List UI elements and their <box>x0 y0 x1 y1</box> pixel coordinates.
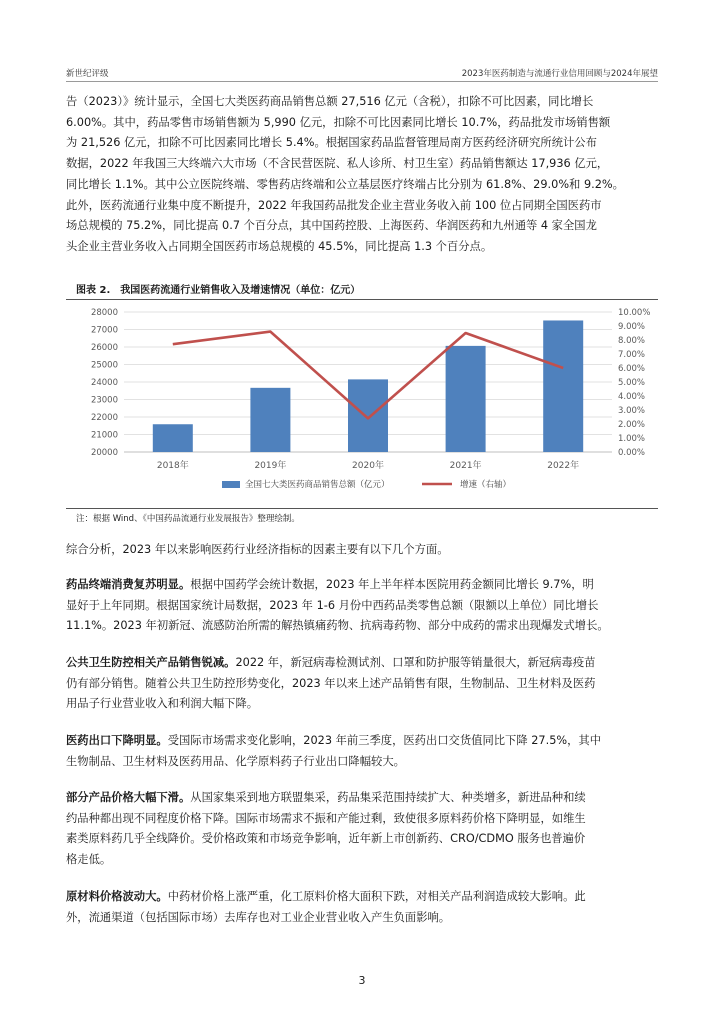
summary-paragraph <box>66 540 658 561</box>
intro-line: 为 21,526 亿元，扣除不可比因素同比增长 5.4%。根据国家药品监督管理局南方医药经济研究所统计公布 <box>66 136 597 150</box>
section-line: 从国家集采到地方联盟集采，药品集采范围持续扩大、种类增多，新进品种和续 <box>190 791 586 804</box>
x-tick-label: 2022年 <box>547 461 580 471</box>
section-line: 中药材价格上涨严重，化工原料价格大面积下跌，对相关产品利润造成较大影响。此 <box>167 890 586 903</box>
intro-line: 6.00%。其中，药品零售市场销售额为 5,990 亿元，扣除不可比因素同比增长 10.7%，药品批发市场销售额 <box>66 115 611 129</box>
y-right-tick-label: 6.00% <box>618 364 646 374</box>
section-line: 生物制品、卫生材料及医药用品、化学原料药子行业出口降幅较大。 <box>66 754 405 768</box>
y-right-tick-label: 7.00% <box>618 350 646 360</box>
y-left-tick-label: 26000 <box>90 343 118 353</box>
section-terminal-consumption <box>66 575 658 637</box>
header-report-title: 2023年医药制造与流通行业信用回顾与2024年展望 <box>461 69 658 79</box>
y-right-tick-label: 4.00% <box>618 392 646 402</box>
x-tick-label: 2018年 <box>156 461 189 471</box>
legend-bar-label: 全国七大类医药商品销售总额（亿元） <box>245 480 390 490</box>
bar <box>153 424 193 452</box>
intro-line: 告（2023）》统计显示，全国七大类医药商品销售总额 27,516 亿元（含税），扣除不可比因素，同比增长 <box>66 95 594 108</box>
summary-line: 综合分析，2023 年以来影响医药行业经济指标的因素主要有以下几个方面。 <box>66 543 449 556</box>
y-left-tick-label: 28000 <box>90 308 118 318</box>
intro-paragraph <box>66 92 658 258</box>
y-left-tick-label: 23000 <box>90 395 118 406</box>
y-left-tick-label: 25000 <box>90 360 118 371</box>
figure-title: 我国医药流通行业销售收入及增速情况（单位：亿元） <box>120 285 361 296</box>
section-line: 2022 年，新冠病毒检测试剂、口罩和防护服等销量很大，新冠病毒疫苗 <box>235 656 596 669</box>
y-left-tick-label: 22000 <box>90 413 118 423</box>
bar <box>446 346 486 452</box>
figure-number: 图表 2. <box>76 285 111 296</box>
header-rule <box>66 81 658 82</box>
section-title: 原材料价格波动大。 <box>66 890 168 903</box>
y-right-tick-label: 10.00% <box>618 308 651 318</box>
section-line: 外，流通渠道（包括国际市场）去库存也对工业企业营业收入产生负面影响。 <box>66 910 451 924</box>
section-line: 格走低。 <box>66 853 112 867</box>
section-line: 显好于上年同期。根据国家统计局数据，2023 年 1-6 月份中西药品类零售总额（限额以上单位）同比增长 <box>66 598 599 612</box>
section-line: 仍有部分销售。随着公共卫生防控形势变化，2023 年以来上述产品销售有限，生物制品、卫生材料及医药 <box>66 676 596 690</box>
y-right-tick-label: 9.00% <box>618 322 646 332</box>
chart-svg <box>66 300 658 508</box>
header-org-name: 新世纪评级 <box>66 69 109 79</box>
section-title: 药品终端消费复苏明显。 <box>66 578 191 591</box>
x-tick-label: 2019年 <box>254 461 287 471</box>
x-tick-label: 2021年 <box>449 461 482 471</box>
y-right-tick-label: 1.00% <box>618 434 646 444</box>
figure-note: 注：根据 Wind、《中国药品流通行业发展报告》整理绘制。 <box>76 514 300 524</box>
section-line: 11.1%。2023 年初新冠、流感防治所需的解热镇痛药物、抗病毒药物、部分中成药的需求出现爆发式增长。 <box>66 619 609 633</box>
y-right-tick-label: 5.00% <box>618 378 646 388</box>
section-line: 约品种都出现不同程度价格下降。国际市场需求不振和产能过剩，致使很多原料药价格下降明显，如维生 <box>66 811 586 825</box>
legend-line-label: 增速（右轴） <box>460 480 512 490</box>
page-number: 3 <box>358 974 366 987</box>
bar <box>543 320 583 452</box>
section-line: 受国际市场需求变化影响，2023 年前三季度，医药出口交货值同比下降 27.5%，其中 <box>167 734 602 747</box>
bar <box>250 388 290 452</box>
y-left-tick-label: 24000 <box>90 378 118 388</box>
page-header <box>66 63 658 81</box>
section-title: 医药出口下降明显。 <box>66 734 168 747</box>
x-tick-label: 2020年 <box>352 461 384 471</box>
figure-caption <box>76 281 360 296</box>
section-price-decline <box>66 788 658 871</box>
intro-line: 头企业主营业务收入占同期全国医药市场总规模的 45.5%，同比提高 1.3 个百分点。 <box>66 239 493 253</box>
intro-line: 此外，医药流通行业集中度不断提升，2022 年我国药品批发企业主营业务收入前 100 位占同期全国医药市 <box>66 198 602 212</box>
section-export-decline <box>66 731 658 772</box>
bar <box>348 379 388 452</box>
section-title: 公共卫生防控相关产品销售锐减。 <box>66 656 236 669</box>
intro-line: 数据，2022 年我国三大终端六大市场（不含民营医院、私人诊所、村卫生室）药品销售额达 17,936 亿元， <box>66 157 609 171</box>
sales-growth-chart <box>66 300 658 508</box>
y-left-tick-label: 27000 <box>90 325 118 336</box>
y-right-tick-label: 8.00% <box>618 336 646 346</box>
section-title: 部分产品价格大幅下滑。 <box>66 791 191 804</box>
intro-line: 同比增长 1.1%。其中公立医院终端、零售药店终端和公立基层医疗终端占比分别为 61.8%、29.0%和 9.2%。 <box>66 177 624 191</box>
legend-bar-swatch <box>222 481 240 488</box>
y-left-tick-label: 21000 <box>90 430 118 441</box>
y-right-tick-label: 2.00% <box>618 420 646 430</box>
figure-bottom-rule <box>66 508 658 509</box>
section-line: 素类原料药几乎全线降价。受价格政策和市场竞争影响，近年新上市创新药、CRO/CDMO 服务也普遍价 <box>66 832 586 846</box>
section-raw-material <box>66 887 658 928</box>
section-line: 根据中国药学会统计数据，2023 年上半年样本医院用药金额同比增长 9.7%，明 <box>190 578 594 591</box>
y-right-tick-label: 0.00% <box>618 448 646 458</box>
y-right-tick-label: 3.00% <box>618 406 646 416</box>
intro-line: 场总规模的 75.2%，同比提高 0.7 个百分点，其中国药控股、上海医药、华润医药和九州通等 4 家全国龙 <box>66 219 597 233</box>
y-left-tick-label: 20000 <box>90 448 118 458</box>
section-line: 用品子行业营业收入和利润大幅下降。 <box>66 697 259 711</box>
section-public-health <box>66 653 658 715</box>
